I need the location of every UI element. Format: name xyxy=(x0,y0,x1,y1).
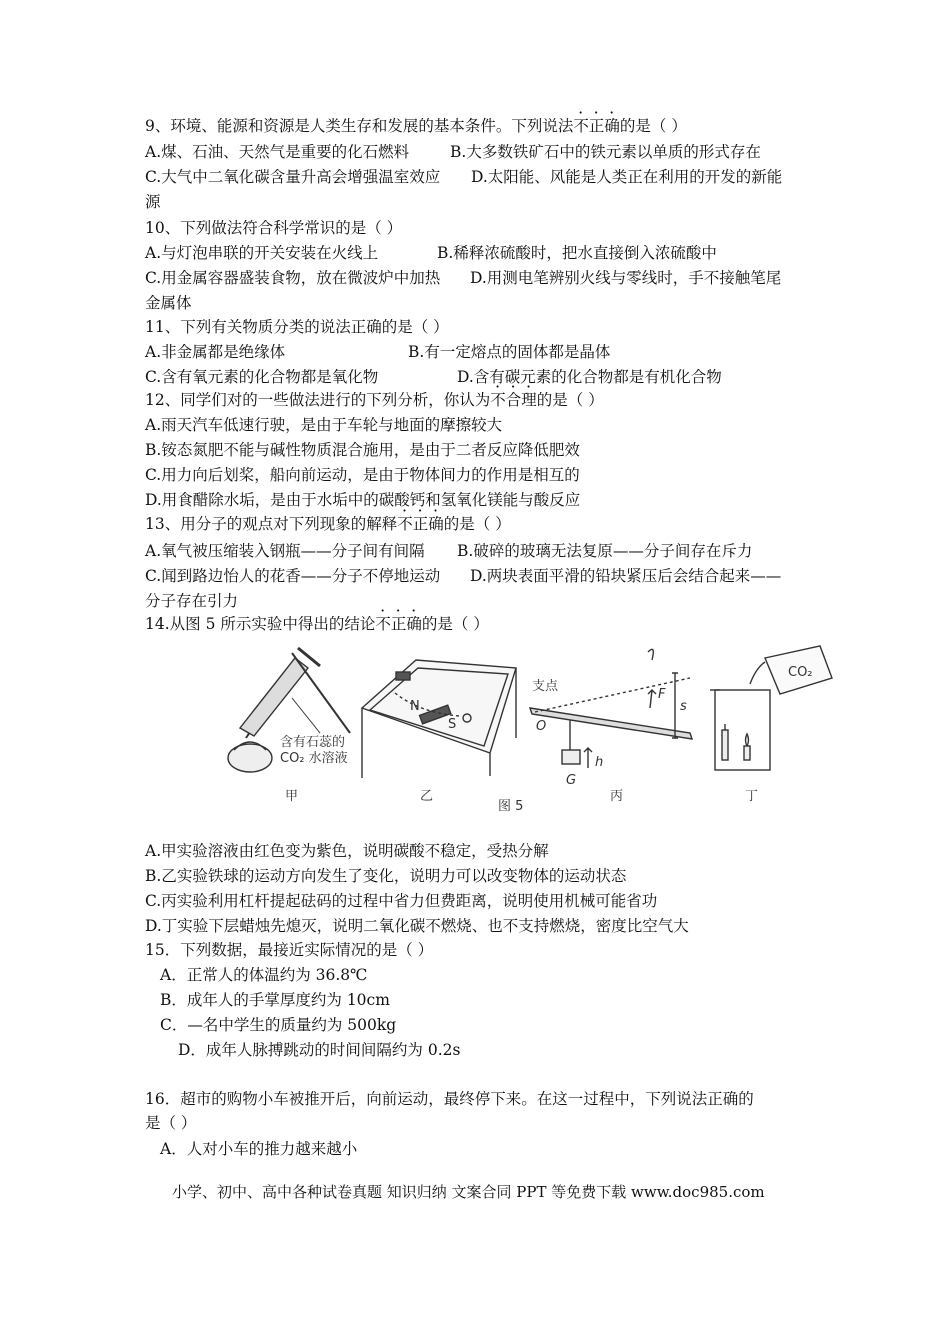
q16-stem: 16．超市的购物小车被推开后，向前运动，最终停下来。在这一过程中，下列说法正确的 xyxy=(145,1090,754,1108)
q12-stem: 12、同学们对的一些做法进行的下列分析，你认为不合理的是（ ） xyxy=(145,391,604,409)
experiment-ding-illustration xyxy=(710,646,832,770)
q14-option-b: B.乙实验铁球的运动方向发生了变化，说明力可以改变物体的运动状态 xyxy=(145,867,627,885)
label-yi: 乙 xyxy=(420,789,434,804)
q15-option-d: D．成年人脉搏跳动的时间间隔约为 0.2s xyxy=(178,1041,461,1059)
q16-stem-continued: 是（ ） xyxy=(145,1114,197,1132)
magnet-s-label: S xyxy=(448,717,457,732)
q9-option-d: D.太阳能、风能是人类正在利用的开发的新能 xyxy=(471,168,783,186)
q9-option-b: B.大多数铁矿石中的铁元素以单质的形式存在 xyxy=(450,143,761,161)
pivot-label: 支点 xyxy=(532,679,559,694)
label-bing: 丙 xyxy=(610,789,624,804)
q11-option-b: B.有一定熔点的固体都是晶体 xyxy=(408,343,611,361)
co2-bottle-label: CO₂ xyxy=(788,665,813,680)
q15-option-a: A．正常人的体温约为 36.8℃ xyxy=(160,966,368,984)
pivot-o-label: O xyxy=(536,719,547,734)
q12-option-b: B.铵态氮肥不能与碱性物质混合施用，是由于二者反应降低肥效 xyxy=(145,441,580,459)
experiment-yi-illustration xyxy=(362,660,516,778)
q11-stem: 11、下列有关物质分类的说法正确的是（ ） xyxy=(145,318,449,336)
label-ding: 丁 xyxy=(745,789,759,804)
q10-option-d-continued: 金属体 xyxy=(145,294,192,312)
page-footer: 小学、初中、高中各种试卷真题 知识归纳 文案合同 PPT 等免费下载 www.doc985.com xyxy=(172,1183,765,1201)
q10-option-d: D.用测电笔辨别火线与零线时，手不接触笔尾 xyxy=(470,269,782,287)
q10-option-c: C.用金属容器盛装食物，放在微波炉中加热 xyxy=(145,269,441,287)
q14-stem: 14.从图 5 所示实验中得出的结论不正确的是（ ） xyxy=(145,615,489,633)
distance-s-label: s xyxy=(680,699,687,714)
q15-option-b: B．成年人的手掌厚度约为 10cm xyxy=(160,991,390,1009)
q11-option-a: A.非金属都是绝缘体 xyxy=(145,343,286,361)
force-f-label: F xyxy=(658,687,666,702)
q13-option-c: C.闻到路边怡人的花香——分子不停地运动 xyxy=(145,567,441,585)
q15-stem: 15．下列数据，最接近实际情况的是（ ） xyxy=(145,941,434,959)
q15-option-c: C．—名中学生的质量约为 500kg xyxy=(160,1016,397,1034)
q9-stem: 9、环境、能源和资源是人类生存和发展的基本条件。下列说法不正确的是（ ） xyxy=(145,117,687,135)
label-jia: 甲 xyxy=(285,789,299,804)
q11-option-c: C.含有氧元素的化合物都是氧化物 xyxy=(145,368,379,386)
magnet-n-label: N xyxy=(410,699,420,714)
q14-option-c: C.丙实验利用杠杆提起砝码的过程中省力但费距离，说明使用机械可能省功 xyxy=(145,892,658,910)
height-h-label: h xyxy=(595,755,604,770)
q9-option-a: A.煤、石油、天然气是重要的化石燃料 xyxy=(145,143,410,161)
q12-option-c: C.用力向后划桨，船向前运动，是由于物体间力的作用是相互的 xyxy=(145,466,580,484)
jia-solution-label-1: 含有石蕊的 xyxy=(280,735,346,750)
figure-5 xyxy=(220,638,840,818)
q13-option-d: D.两块表面平滑的铅块紧压后会结合起来—— xyxy=(470,567,782,585)
q13-option-a: A.氧气被压缩装入钢瓶——分子间有间隔 xyxy=(145,542,425,560)
q12-option-d: D.用食醋除水垢，是由于水垢中的碳酸钙和氢氧化镁能与酸反应 xyxy=(145,491,581,509)
q10-option-a: A.与灯泡串联的开关安装在火线上 xyxy=(145,244,379,262)
q9-option-d-continued: 源 xyxy=(145,193,161,211)
q13-option-b: B.破碎的玻璃无法复原——分子间存在斥力 xyxy=(457,542,753,560)
q14-option-a: A.甲实验溶液由红色变为紫色，说明碳酸不稳定，受热分解 xyxy=(145,842,549,860)
q9-option-c: C.大气中二氧化碳含量升高会增强温室效应 xyxy=(145,168,441,186)
q13-stem: 13、用分子的观点对下列现象的解释不正确的是（ ） xyxy=(145,515,511,533)
q13-option-d-continued: 分子存在引力 xyxy=(145,592,239,610)
q12-option-a: A.雨天汽车低速行驶，是由于车轮与地面的摩擦较大 xyxy=(145,416,503,434)
q10-option-b: B.稀释浓硫酸时，把水直接倒入浓硫酸中 xyxy=(437,244,717,262)
figure-caption: 图 5 xyxy=(498,799,524,814)
q10-stem: 10、下列做法符合科学常识的是（ ） xyxy=(145,219,403,237)
experiment-bing-illustration xyxy=(530,649,692,768)
jia-solution-label-2: CO₂ 水溶液 xyxy=(280,751,348,766)
weight-g-label: G xyxy=(566,773,577,788)
q16-option-a: A．人对小车的推力越来越小 xyxy=(160,1140,358,1158)
q14-option-d: D.丁实验下层蜡烛先熄灭，说明二氧化碳不燃烧、也不支持燃烧，密度比空气大 xyxy=(145,917,689,935)
q11-option-d: D.含有碳元素的化合物都是有机化合物 xyxy=(457,368,722,386)
